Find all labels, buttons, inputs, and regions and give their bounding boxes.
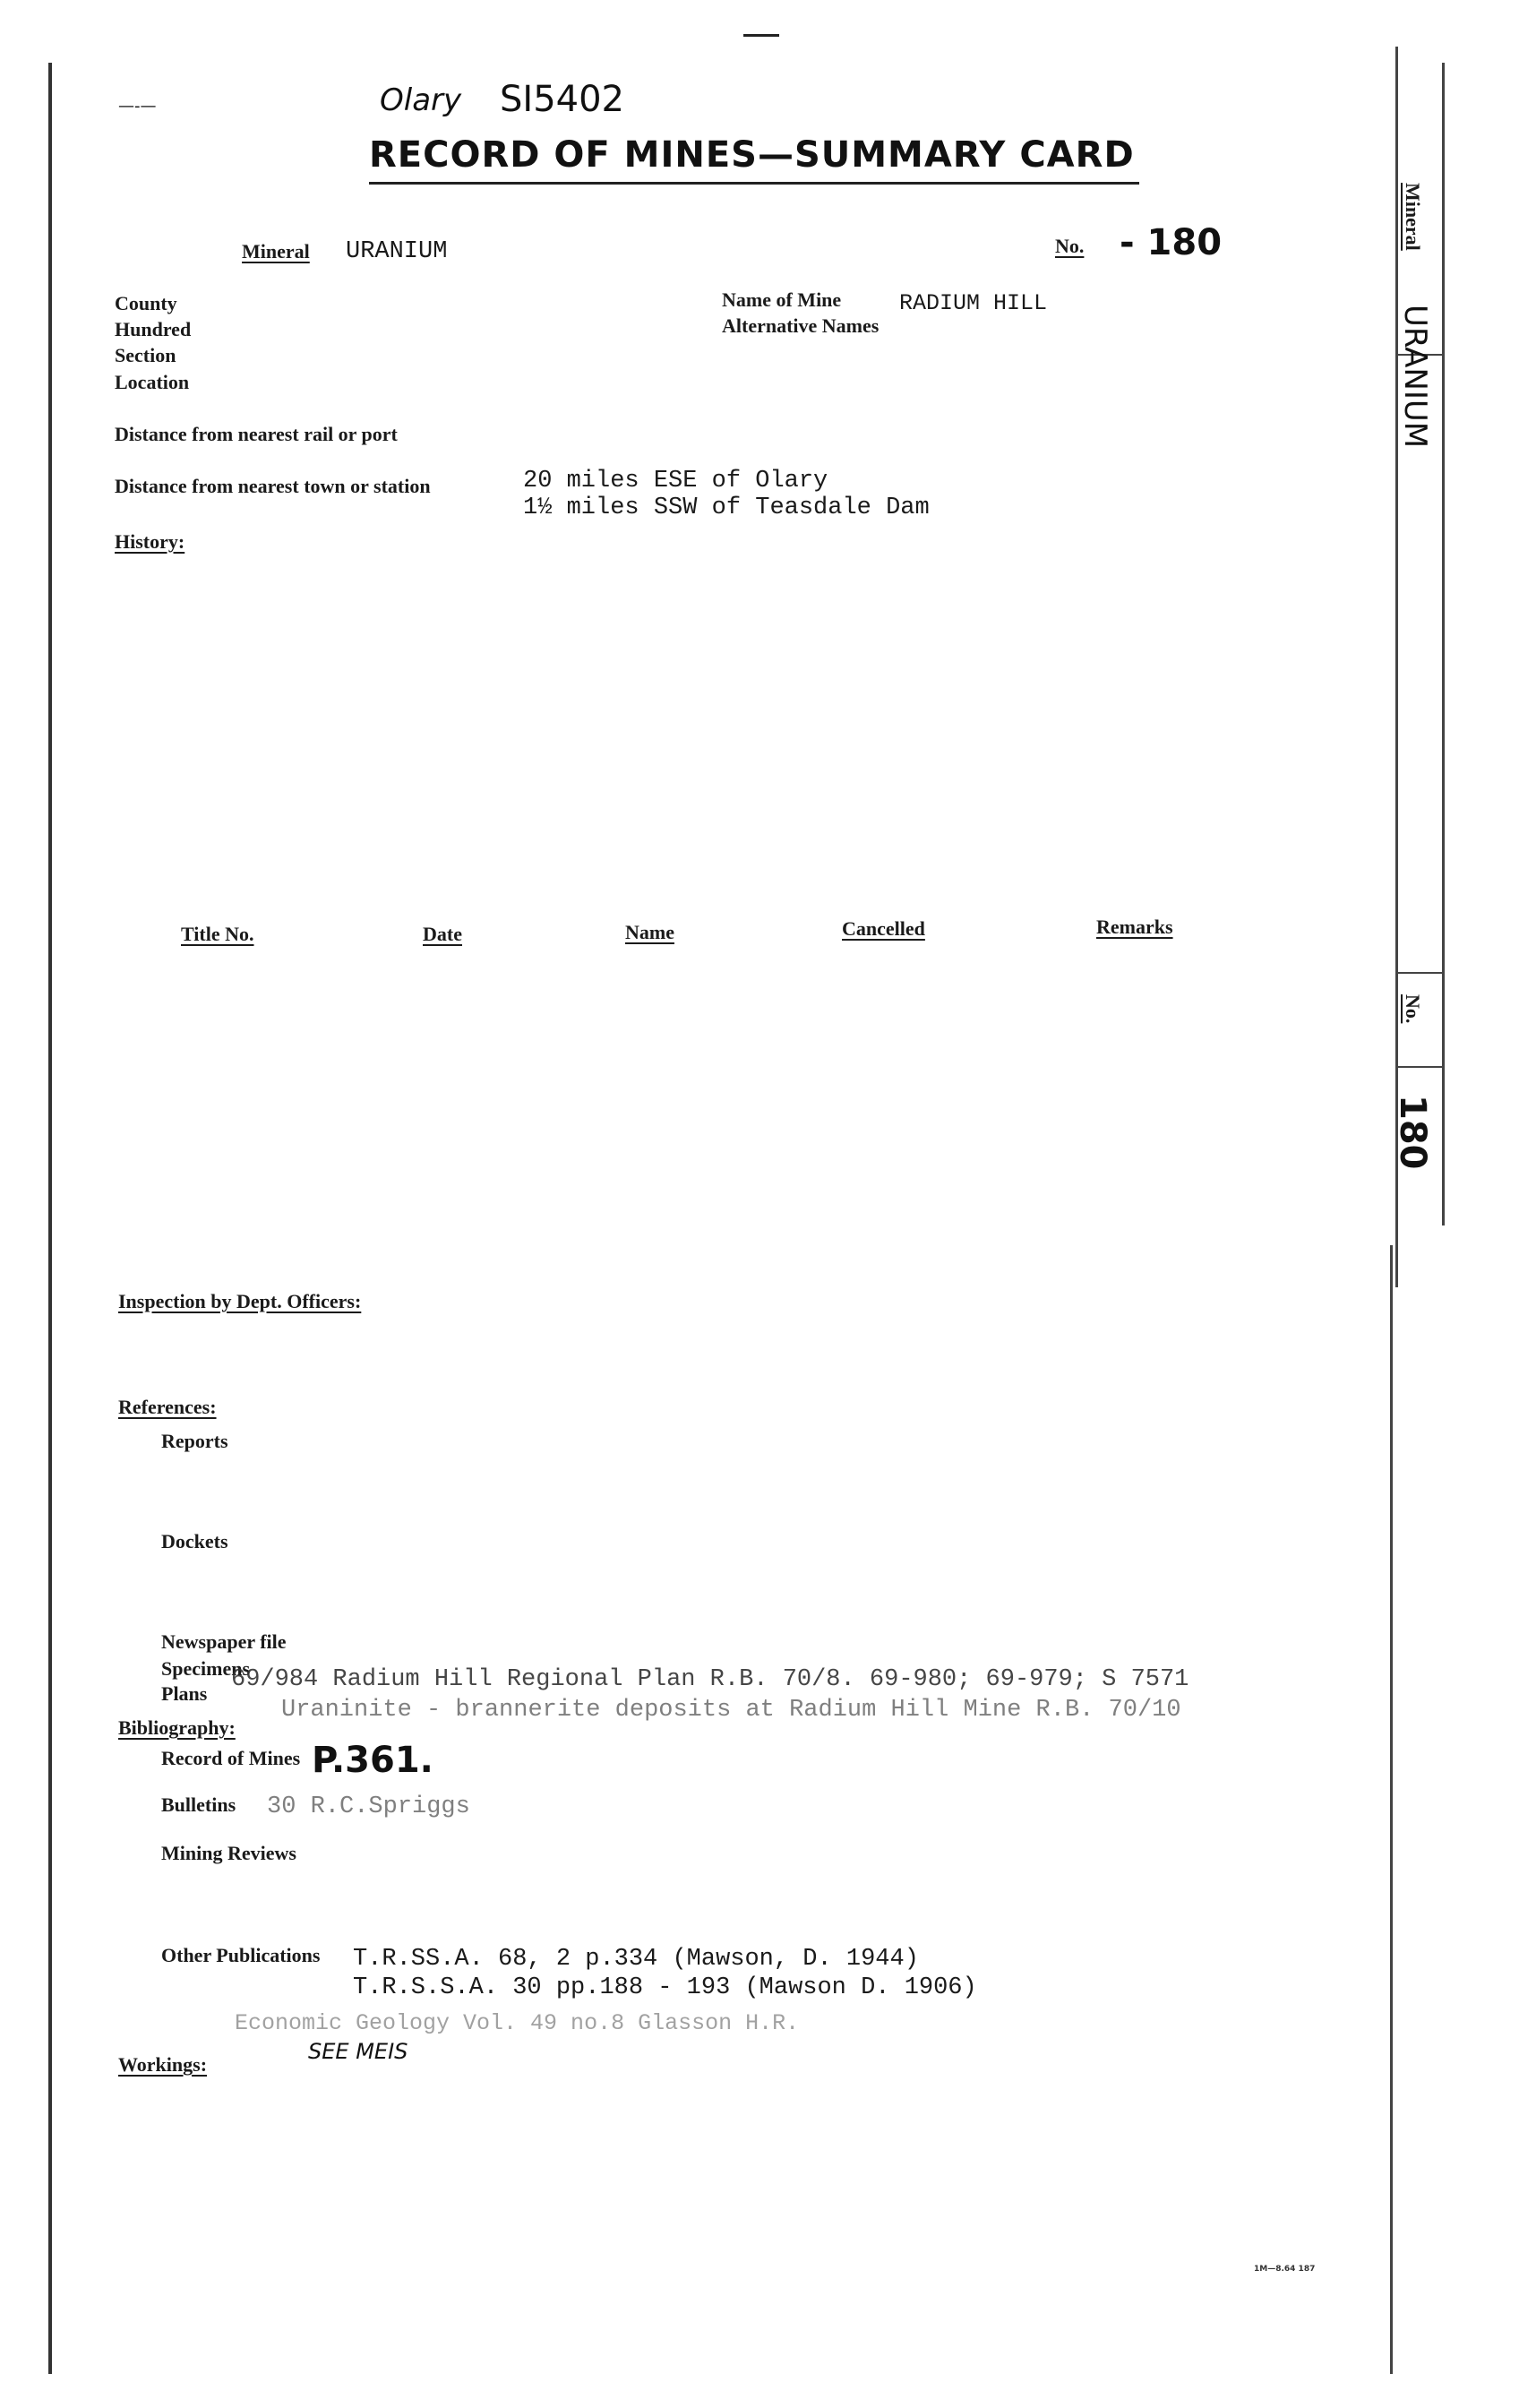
alternative-names-label: Alternative Names [722, 314, 880, 337]
table-header-title-no: Title No. [181, 923, 254, 945]
mineral-value: URANIUM [346, 238, 448, 265]
tab-inner-line [1442, 63, 1445, 1226]
footer-print-code: 1M—8.64 187 [1254, 2265, 1316, 2274]
title-underline [369, 182, 1139, 185]
tab-mineral-label: Mineral [1402, 183, 1424, 251]
references-label: References: [118, 1396, 217, 1418]
number-label: No. [1055, 235, 1085, 257]
record-of-mines-value: P.361. [312, 1740, 433, 1781]
other-publication-1: T.R.SS.A. 68, 2 p.334 (Mawson, D. 1944) [353, 1946, 919, 1973]
tab-number-label: No. [1402, 994, 1424, 1024]
header-scribble: —-— [118, 97, 157, 116]
distance-town-label: Distance from nearest town or station [115, 475, 431, 497]
handwritten-reference: SI5402 [500, 79, 624, 120]
number-value: - 180 [1120, 222, 1223, 263]
table-header-date: Date [423, 923, 462, 945]
name-of-mine-label: Name of Mine [722, 288, 842, 311]
county-label: County [115, 292, 177, 314]
workings-label: Workings: [118, 2053, 208, 2076]
bulletins-value: 30 R.C.Spriggs [267, 1793, 470, 1820]
bibliography-value: Uraninite - brannerite deposits at Radium Hill Mine R.B. 70/10 [281, 1697, 1181, 1724]
specimens-label: Specimens [161, 1657, 250, 1680]
top-margin-mark [743, 34, 779, 37]
plans-value: 69/984 Radium Hill Regional Plan R.B. 70/8. 69-980; 69-979; S 7571 [231, 1666, 1189, 1693]
tab-mineral-value: URANIUM [1397, 305, 1433, 449]
mineral-label: Mineral [242, 240, 310, 262]
tab-lower-line [1390, 1245, 1393, 2374]
distance-rail-label: Distance from nearest rail or port [115, 423, 398, 445]
record-of-mines-label: Record of Mines [161, 1747, 301, 1769]
history-label: History: [115, 530, 185, 553]
mining-reviews-label: Mining Reviews [161, 1842, 296, 1864]
other-publications-label: Other Publications [161, 1944, 321, 1966]
table-header-name: Name [625, 921, 674, 943]
plans-label: Plans [161, 1682, 208, 1705]
other-publication-2: T.R.S.S.A. 30 pp.188 - 193 (Mawson D. 1906) [353, 1974, 977, 2001]
dockets-label: Dockets [161, 1530, 228, 1552]
bibliography-label: Bibliography: [118, 1716, 236, 1739]
inspection-label: Inspection by Dept. Officers: [118, 1290, 362, 1312]
tab-number-value: 180 [1392, 1095, 1433, 1170]
reports-label: Reports [161, 1430, 228, 1452]
newspaper-file-label: Newspaper file [161, 1630, 287, 1653]
distance-town-line-2: 1½ miles SSW of Teasdale Dam [523, 494, 930, 521]
location-label: Location [115, 371, 190, 393]
tab-divider-2 [1398, 972, 1445, 974]
name-of-mine-value: RADIUM HILL [899, 290, 1048, 316]
section-label: Section [115, 344, 176, 366]
workings-value: SEE MEIS [308, 2039, 408, 2064]
left-margin-edge [48, 63, 52, 2374]
card-title: RECORD OF MINES—SUMMARY CARD [369, 134, 1135, 176]
table-header-cancelled: Cancelled [842, 917, 925, 940]
distance-town-line-1: 20 miles ESE of Olary [523, 468, 828, 494]
table-header-remarks: Remarks [1096, 916, 1173, 938]
tab-divider-3 [1398, 1066, 1445, 1068]
handwritten-place: Olary [380, 82, 462, 118]
hundred-label: Hundred [115, 318, 192, 340]
other-publication-3: Economic Geology Vol. 49 no.8 Glasson H.R. [235, 2010, 800, 2036]
bulletins-label: Bulletins [161, 1793, 236, 1816]
